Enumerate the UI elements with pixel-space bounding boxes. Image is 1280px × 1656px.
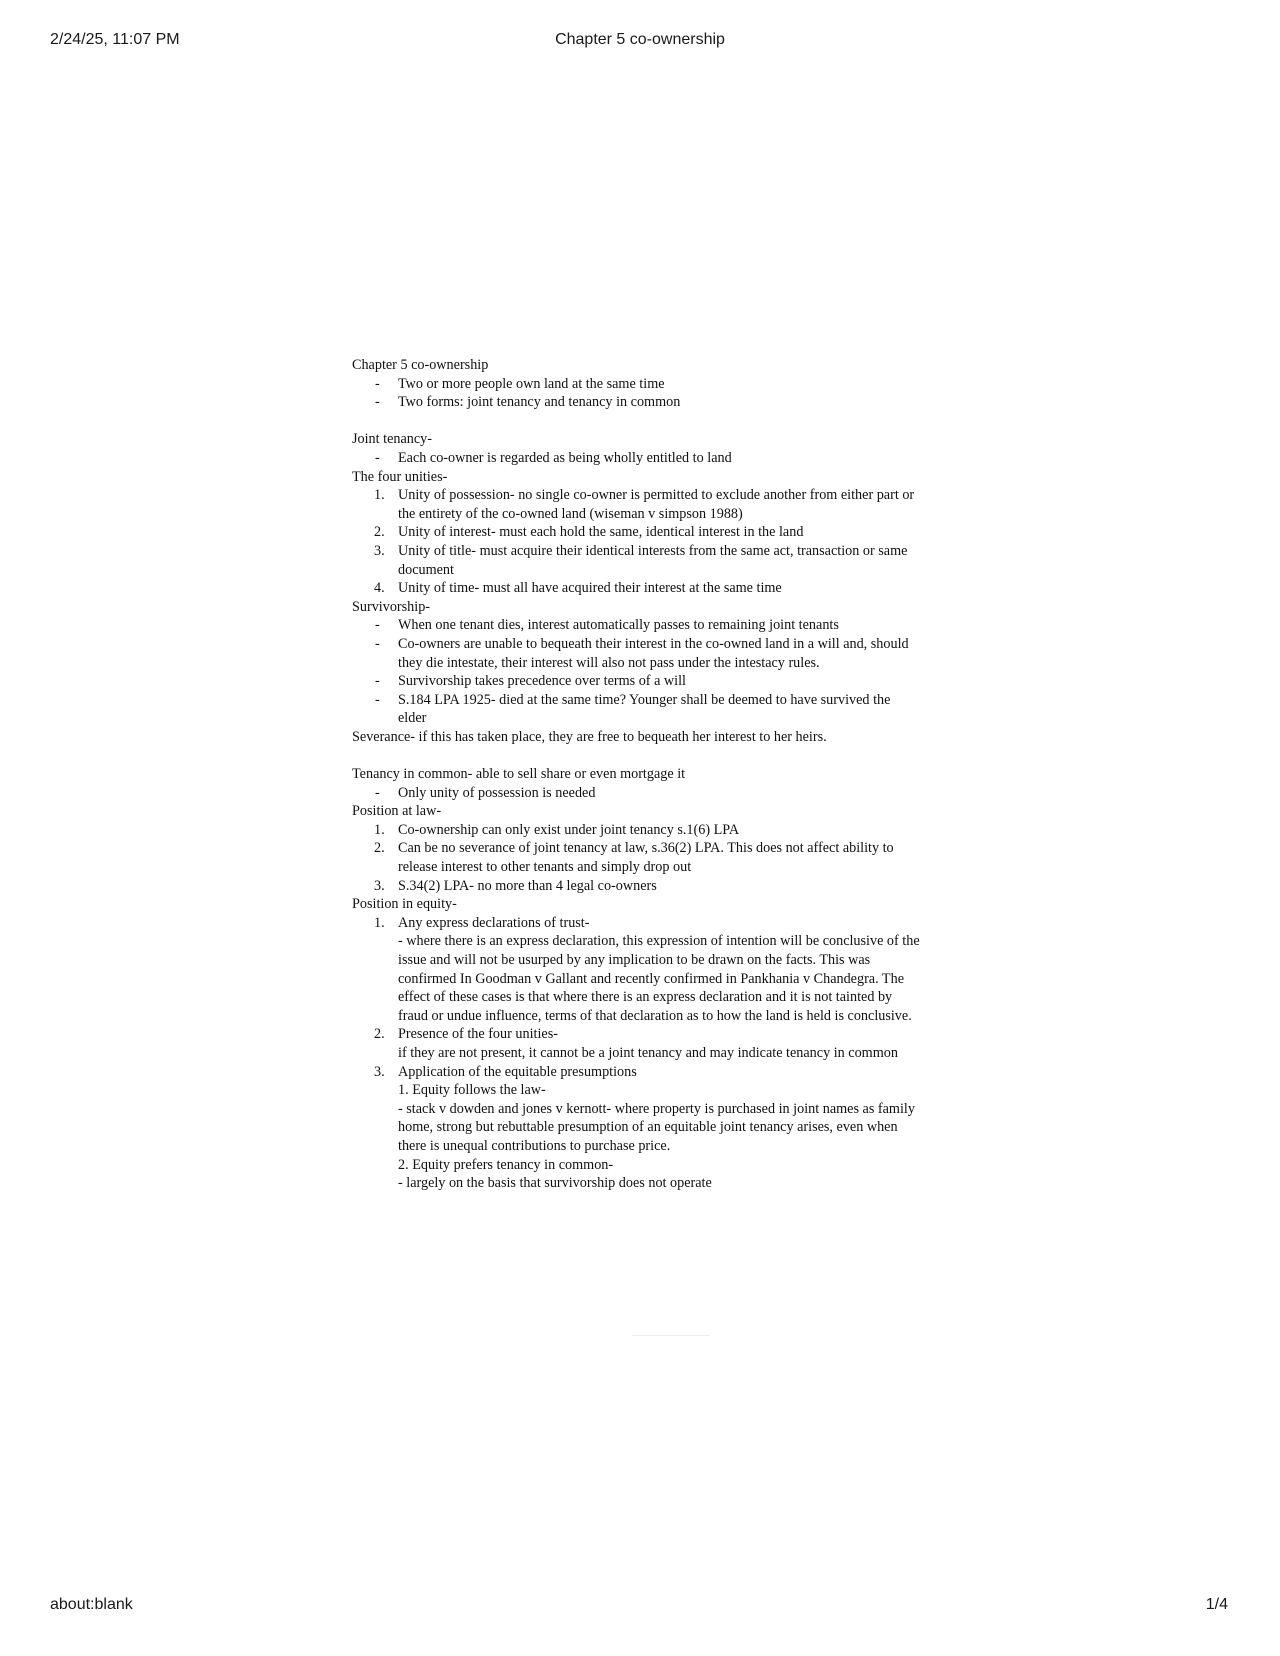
section-heading-four-unities: The four unities-	[352, 468, 448, 485]
list-item: 3. S.34(2) LPA- no more than 4 legal co-owners	[374, 877, 657, 894]
severance-paragraph: Severance- if this has taken place, they are free to bequeath her interest to her heirs.	[352, 728, 827, 745]
list-item: 1. Any express declarations of trust- - where there is an express declaration, this expression of intention will be conclusive of the issue and will not be usurped by any implication to be drawn on the facts. This was confirmed In Goodman v Gallant and recently confirmed in Pankhania v Chandegra. The effect of these cases is that where there is an express declaration and it is not tainted by fraud or undue influence, terms of that declaration as to how the land is held is conclusive.	[374, 914, 920, 1024]
position-at-law-list	[352, 821, 922, 895]
section-heading-position-in-equity: Position in equity-	[352, 896, 457, 913]
list-item: - Co-owners are unable to bequeath their interest in the co-owned land in a will and, should they die intestate, their interest will also not pass under the intestacy rules.	[375, 635, 909, 671]
tenancy-in-common-list	[352, 784, 922, 803]
section-heading-position-at-law: Position at law-	[352, 803, 442, 820]
document-title: Chapter 5 co-ownership	[352, 357, 489, 373]
list-item: - Two or more people own land at the same time	[375, 375, 665, 392]
print-datetime: 2/24/25, 11:07 PM	[50, 31, 180, 48]
section-heading-tenancy-in-common: Tenancy in common- able to sell share or even mortgage it	[352, 766, 686, 783]
list-item: 1. Co-ownership can only exist under joint tenancy s.1(6) LPA	[374, 821, 740, 838]
joint-tenancy-list	[352, 449, 922, 468]
list-item: 3. Application of the equitable presumptions 1. Equity follows the law- - stack v dowden and jones v kernott- where property is purchased in joint names as family home, strong but rebuttable presumption of an equitable joint tenancy arises, even when there is unequal contributions to purchase price. 2. Equity prefers tenancy in common- - largely on the basis that survivorship does not operate	[374, 1063, 915, 1192]
survivorship-list	[352, 616, 922, 728]
list-item: - Two forms: joint tenancy and tenancy in common	[375, 394, 681, 411]
list-item: 3. Unity of title- must acquire their identical interests from the same act, transaction or same document	[374, 542, 908, 578]
four-unities-list	[352, 486, 922, 598]
list-item: - When one tenant dies, interest automatically passes to remaining joint tenants	[375, 617, 839, 634]
section-heading-joint-tenancy: Joint tenancy-	[352, 431, 432, 448]
faint-divider	[632, 1335, 710, 1336]
list-item: - Only unity of possession is needed	[375, 784, 596, 801]
list-item: 2. Unity of interest- must each hold the same, identical interest in the land	[374, 524, 804, 541]
list-item: - S.184 LPA 1925- died at the same time? Younger shall be deemed to have survived the elder	[375, 691, 891, 727]
print-title: Chapter 5 co-ownership	[555, 31, 725, 48]
intro-list	[352, 375, 922, 412]
position-in-equity-list	[352, 914, 922, 1193]
list-item: - Each co-owner is regarded as being wholly entitled to land	[375, 449, 732, 466]
document-body	[352, 356, 922, 1193]
section-heading-survivorship: Survivorship-	[352, 598, 431, 615]
list-item: 2. Can be no severance of joint tenancy at law, s.36(2) LPA. This does not affect ability to release interest to other tenants and simply drop out	[374, 840, 894, 876]
list-item: 2. Presence of the four unities- if they are not present, it cannot be a joint tenancy and may indicate tenancy in common	[374, 1026, 898, 1061]
list-item: - Survivorship takes precedence over terms of a will	[375, 673, 686, 690]
list-item: 4. Unity of time- must all have acquired their interest at the same time	[374, 580, 782, 597]
page-number: 1/4	[1205, 1596, 1228, 1613]
list-item: 1. Unity of possession- no single co-owner is permitted to exclude another from either part or the entirety of the co-owned land (wiseman v simpson 1988)	[374, 487, 915, 522]
print-url: about:blank	[50, 1596, 133, 1613]
